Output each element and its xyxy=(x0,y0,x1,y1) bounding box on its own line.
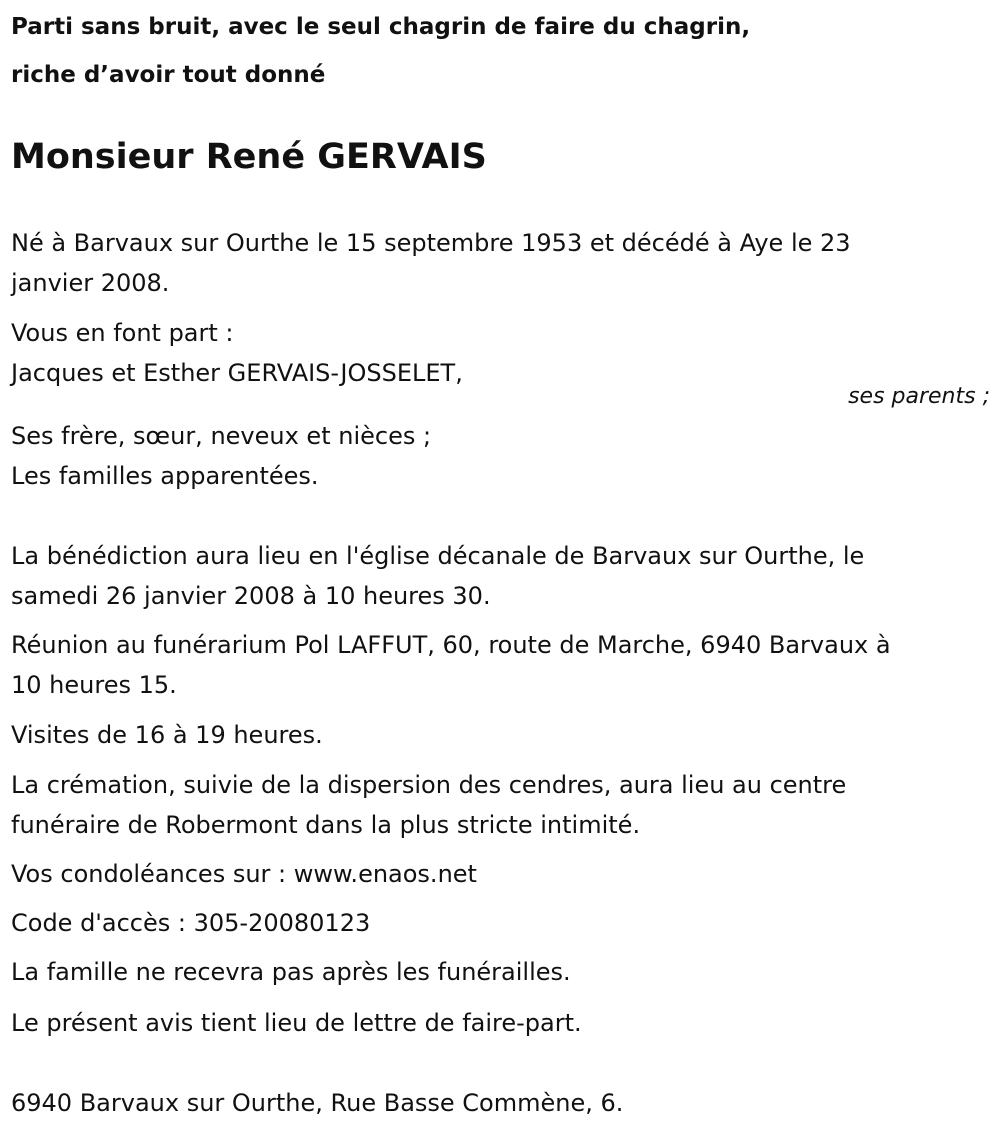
address-line: 6940 Barvaux sur Ourthe, Rue Basse Commène, 6. xyxy=(11,1089,624,1117)
no-reception-line: La famille ne recevra pas après les funérailles. xyxy=(11,958,571,986)
meeting-line-2: 10 heures 15. xyxy=(11,671,177,699)
deceased-name: Monsieur René GERVAIS xyxy=(11,137,487,177)
epigraph-line-2: riche d’avoir tout donné xyxy=(11,62,326,88)
birth-death-line-1: Né à Barvaux sur Ourthe le 15 septembre 1953 et décédé à Aye le 23 xyxy=(11,229,851,257)
siblings-line: Ses frère, sœur, neveux et nièces ; xyxy=(11,422,432,450)
condolences-line: Vos condoléances sur : www.enaos.net xyxy=(11,860,477,888)
parents-names: Jacques et Esther GERVAIS-JOSSELET, xyxy=(11,359,463,387)
cremation-line-1: La crémation, suivie de la dispersion des cendres, aura lieu au centre xyxy=(11,771,847,799)
birth-death-line-2: janvier 2008. xyxy=(11,269,170,297)
parents-relation: ses parents ; xyxy=(848,384,990,409)
cremation-line-2: funéraire de Robermont dans la plus stricte intimité. xyxy=(11,811,641,839)
blessing-line-2: samedi 26 janvier 2008 à 10 heures 30. xyxy=(11,582,491,610)
blessing-line-1: La bénédiction aura lieu en l'église décanale de Barvaux sur Ourthe, le xyxy=(11,542,865,570)
visits-line: Visites de 16 à 19 heures. xyxy=(11,721,323,749)
notice-line: Le présent avis tient lieu de lettre de faire-part. xyxy=(11,1009,582,1037)
families-line: Les familles apparentées. xyxy=(11,462,319,490)
epigraph-line-1: Parti sans bruit, avec le seul chagrin de faire du chagrin, xyxy=(11,14,751,40)
access-code-line: Code d'accès : 305-20080123 xyxy=(11,909,371,937)
meeting-line-1: Réunion au funérarium Pol LAFFUT, 60, route de Marche, 6940 Barvaux à xyxy=(11,631,891,659)
announcers-intro: Vous en font part : xyxy=(11,319,234,347)
